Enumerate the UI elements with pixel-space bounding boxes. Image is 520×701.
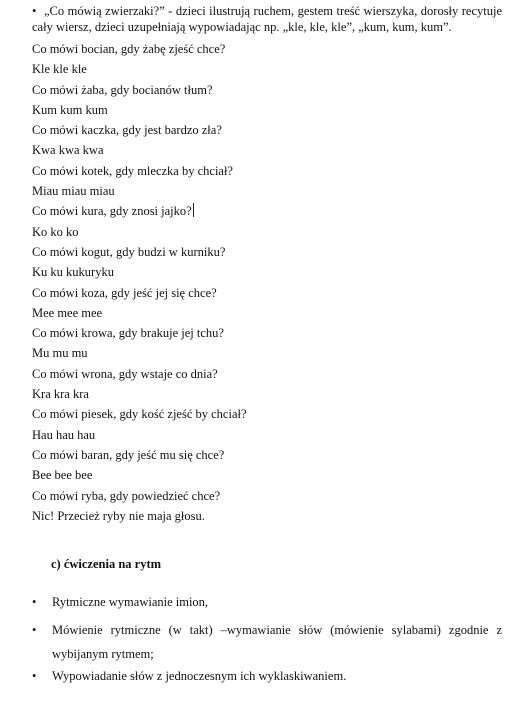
text-cursor xyxy=(193,203,194,217)
poem-line-text: Co mówi kura, gdy znosi jajko? xyxy=(32,204,192,219)
poem-line: Co mówi bocian, gdy żabę zjeść chce? xyxy=(32,42,226,56)
list-bullet: • xyxy=(32,595,37,609)
exercise-list xyxy=(32,594,502,688)
list-item-text: Mówienie rytmiczne (w takt) –wymawianie słów (mówienie sylabami) zgodnie z wybijanym rytmem; xyxy=(52,623,502,661)
poem-line: Kum kum kum xyxy=(32,102,108,117)
list-item xyxy=(32,594,502,610)
list-item xyxy=(32,618,502,666)
poem-line: Kle kle kle xyxy=(32,62,87,77)
poem-line: Kra kra kra xyxy=(32,387,89,402)
poem-line: Miau miau miau xyxy=(32,184,115,199)
poem-line: Co mówi kaczka, gdy jest bardzo zła? xyxy=(32,123,222,138)
list-item xyxy=(32,668,502,684)
poem-line: Co mówi żaba, gdy bocianów tłum? xyxy=(32,82,213,97)
poem-line: Kwa kwa kwa xyxy=(32,143,104,158)
poem xyxy=(32,39,502,526)
poem-line-with-cursor[interactable] xyxy=(32,201,502,221)
poem-line: Co mówi ryba, gdy powiedzieć chce? xyxy=(32,488,221,503)
list-item-text: Rytmiczne wymawianie imion, xyxy=(52,595,209,609)
poem-line: Ku ku kukuryku xyxy=(32,265,114,280)
intro-bullet: • xyxy=(32,4,37,18)
intro-paragraph xyxy=(32,3,502,35)
poem-line: Mee mee mee xyxy=(32,305,103,320)
poem-line: Co mówi piesek, gdy kość zjeść by chciał? xyxy=(32,407,247,422)
intro-text: „Co mówią zwierzaki?” - dzieci ilustrują ruchem, gestem treść wierszyka, dorosły recytuje cały wiersz, dzieci uzupełniają wypowiadając np. „kle, kle, kle”, „kum, kum, kum”. xyxy=(32,4,502,34)
poem-line: Ko ko ko xyxy=(32,224,79,239)
poem-line: Co mówi krowa, gdy brakuje jej tchu? xyxy=(32,326,224,341)
poem-line: Mu mu mu xyxy=(32,346,88,361)
poem-line: Nic! Przecież ryby nie maja głosu. xyxy=(32,508,205,523)
poem-line: Hau hau hau xyxy=(32,427,96,442)
poem-line: Co mówi kotek, gdy mleczka by chciał? xyxy=(32,163,233,178)
poem-line: Bee bee bee xyxy=(32,468,93,483)
list-item-text: Wypowiadanie słów z jednoczesnym ich wyklaskiwaniem. xyxy=(52,669,347,683)
poem-line: Co mówi baran, gdy jeść mu się chce? xyxy=(32,447,225,462)
list-bullet: • xyxy=(32,669,37,683)
section-heading: c) ćwiczenia na rytm xyxy=(51,557,162,571)
list-bullet: • xyxy=(32,623,37,637)
poem-line: Co mówi koza, gdy jeść jej się chce? xyxy=(32,285,217,300)
poem-line: Co mówi wrona, gdy wstaje co dnia? xyxy=(32,366,218,381)
poem-line: Co mówi kogut, gdy budzi w kurniku? xyxy=(32,244,226,259)
